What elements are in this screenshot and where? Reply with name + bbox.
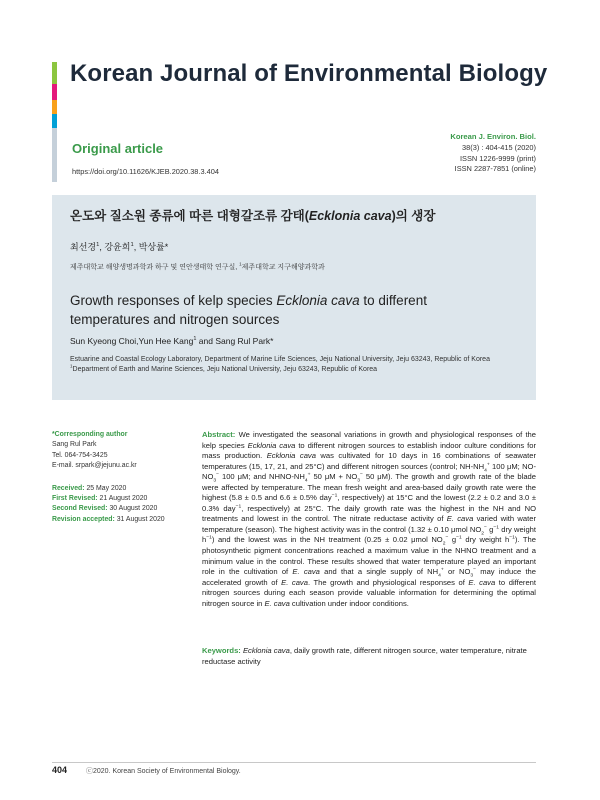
keywords: Keywords: Ecklonia cava, daily growth rate, different nitrogen source, water temperature, nitrate reductase activity: [202, 646, 527, 666]
accent-bar-pink: [52, 84, 57, 100]
issn-online: ISSN 2287-7851 (online): [454, 164, 536, 174]
abstract: Abstract: We investigated the seasonal variations in growth and physiological responses of the kelp species Ecklonia cava to different nitrogen sources to establish indoor culture conditions for mass production. Ecklonia cava was cultivated for 10 days in 16 combinations of seawater temperatures (15, 17, 21, and 25°C) and different nitrogen sources (control; $NH-NH_4^+$ 100 μM; $NO-NO_3^-$ 100 μM; and NHNO-$NH_4^+$ 50 $\mu M + NO_3^-$ 50 μM). The growth and growth rate of the blade were affected by temperature. The mean fresh weight and area-based daily growth rate were the highest (5.8 ± 0.5 and 6.6 ± 0.5% day$^{-1}$, respectively) at 15°C and the lowest (2.2 ± 0.2 and 3.0 ± 0.3% day$^{-1}$, respectively) at 25°C. The daily growth rate was the highest in the NH and NO treatments and lowest in the control. The nitrate reductase activity of E. cava varied with water temperature (season). The highest activity was in the control (1.32 ± 0.10 μmol $NO_2^-$ $g^{-1}$ dry weight $h^{-1}$) and the lowest was in the NH treatment (0.25 ± 0.02 μmol $NO_2^-$ $g^{-1}$ dry weight $h^{-1}$). The photosynthetic pigment concentrations reached a maximum value in the NHNO treatment and a minimum value in the control. These results showed that water temperature played an important role in the cultivation of E. cava and that a single supply of $NH_4^+$ or $NO_3^-$ may induce the accelerated growth of E. cava. The growth and physiological responses of E. cava to different nitrogen sources during each season provide valuable information for determining the optimal nitrogen source in E. cava cultivation under indoor conditions.: [202, 430, 537, 608]
accepted-date: Revision accepted: 31 August 2020: [52, 515, 165, 523]
english-title: Growth responses of kelp species Ecklonia cava to different temperatures and nitrogen sources: [70, 293, 427, 327]
volume-pages: 38(3) : 404-415 (2020): [462, 142, 536, 152]
doi-link[interactable]: https://doi.org/10.11626/KJEB.2020.38.3.404: [72, 167, 219, 176]
affiliation-2: $^1$Department of Earth and Marine Sciences, Jeju National University, Jeju 63243, Republic of Korea: [70, 364, 378, 374]
accent-bar-green: [52, 62, 57, 84]
article-sidebar: [52, 430, 197, 525]
corresponding-author-tel: Tel. 064-754-3425: [52, 451, 108, 459]
footer-divider: [52, 762, 536, 763]
corresponding-author-name: Sang Rul Park: [52, 441, 97, 449]
affiliation-1: Estuarine and Coastal Ecology Laboratory, Department of Marine Life Sciences, Jeju National University, Jeju 63243, Republic of Korea: [70, 356, 490, 363]
received-date: Received: 25 May 2020: [52, 484, 127, 492]
korean-affiliation: 제주대학교 해양생명과학과 하구 및 연안생태학 연구실, $^1$제주대학교 지구해양과학과: [70, 261, 325, 271]
citation-block: [450, 132, 536, 175]
english-authors: Sun Kyeong Choi,Yun Hee Kang$^1$ and Sang Rul Park*: [70, 336, 274, 346]
korean-title: 온도와 질소원 종류에 따른 대형갈조류 감태(Ecklonia cava)의 생장: [70, 209, 436, 223]
accent-bar-blue: [52, 114, 57, 128]
journal-title: Korean Journal of Environmental Biology: [70, 60, 548, 87]
issn-print: ISSN 1226-9999 (print): [460, 153, 536, 163]
accent-bar-orange: [52, 100, 57, 114]
korean-authors: 최선경$^1$, 강윤희$^1$, 박상률*: [70, 242, 169, 252]
first-revised-date: First Revised: 21 August 2020: [52, 495, 148, 503]
journal-abbreviation: Korean J. Environ. Biol.: [450, 132, 536, 141]
page-number: 404: [52, 765, 68, 775]
english-affiliation: [70, 355, 510, 376]
corresponding-author-email[interactable]: E-mail. srpark@jejunu.ac.kr: [52, 462, 137, 470]
accent-bar-gray: [52, 128, 57, 182]
copyright-notice: ⓒ2020. Korean Society of Environmental Biology.: [86, 768, 241, 775]
article-type: Original article: [72, 141, 164, 156]
second-revised-date: Second Revised: 30 August 2020: [52, 505, 158, 513]
corresponding-author-label: *Corresponding author: [52, 431, 128, 438]
